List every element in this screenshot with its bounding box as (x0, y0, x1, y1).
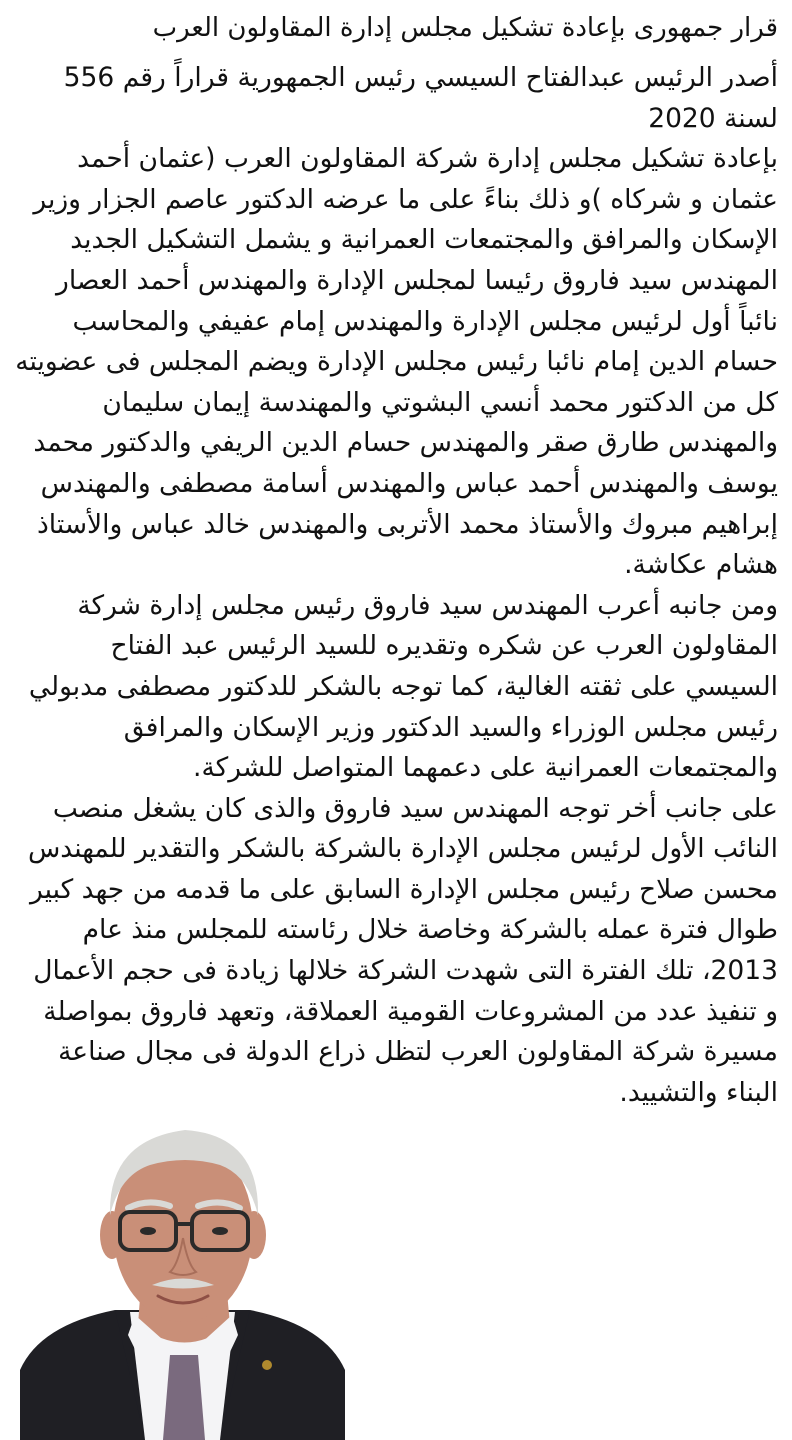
paragraph-board-members: بإعادة تشكيل مجلس إدارة شركة المقاولون العرب (عثمان أحمد عثمان و شركاه )و ذلك بناءً على ما عرضه الدكتور عاصم الجزار وزير الإسكان والمرافق والمجتمعات العمرانية و يشمل التشكيل الجديد المهندس سيد فاروق رئيسا لمجلس الإدارة والمهندس أحمد العصار نائباً أول لرئيس مجلس الإدارة والمهندس إمام عفيفي والمحاسب حسام الدين إمام نائبا رئيس مجلس الإدارة ويضم المجلس فى عضويته كل من الدكتور محمد أنسي البشوتي والمهندسة إيمان سليمان والمهندس طارق صقر والمهندس حسام الدين الريفي والدكتور محمد يوسف والمهندس أحمد عباس والمهندس أسامة مصطفى والمهندس إبراهيم مبروك والأستاذ محمد الأتربى والمهندس خالد عباس والأستاذ هشام عكاشة. (15, 143, 778, 581)
article-body (14, 58, 778, 1113)
paragraph-former-chairman: على جانب أخر توجه المهندس سيد فاروق والذى كان يشغل منصب النائب الأول لرئيس مجلس الإدارة بالشركة بالشكر والتقدير للمهندس محسن صلاح رئيس مجلس الإدارة السابق على ما قدمه من جهد كبير طوال فترة عمله بالشركة وخاصة خلال رئاسته للمجلس منذ عام 2013، تلك الفترة التى شهدت الشركة خلالها زيادة فى حجم الأعمال و تنفيذ عدد من المشروعات القومية العملاقة، وتعهد فاروق بمواصلة مسيرة شركة المقاولون العرب لتظل ذراع الدولة فى مجال صناعة البناء والتشييد. (27, 792, 778, 1108)
article-title: قرار جمهورى بإعادة تشكيل مجلس إدارة المقاولون العرب (152, 13, 778, 43)
paragraph-thanks: ومن جانبه أعرب المهندس سيد فاروق رئيس مجلس إدارة شركة المقاولون العرب عن شكره وتقديره للسيد الرئيس عبد الفتاح السيسي على ثقته الغالية، كما توجه بالشكر للدكتور مصطفى مدبولي رئيس مجلس الوزراء والسيد الدكتور وزير الإسكان والمرافق والمجتمعات العمرانية على دعمهما المتواصل للشركة. (28, 589, 778, 784)
person-portrait-icon (20, 1120, 345, 1440)
chairman-photo (20, 1120, 345, 1440)
paragraph-decree: أصدر الرئيس عبدالفتاح السيسي رئيس الجمهورية قراراً رقم 556 لسنة 2020 (63, 62, 778, 134)
